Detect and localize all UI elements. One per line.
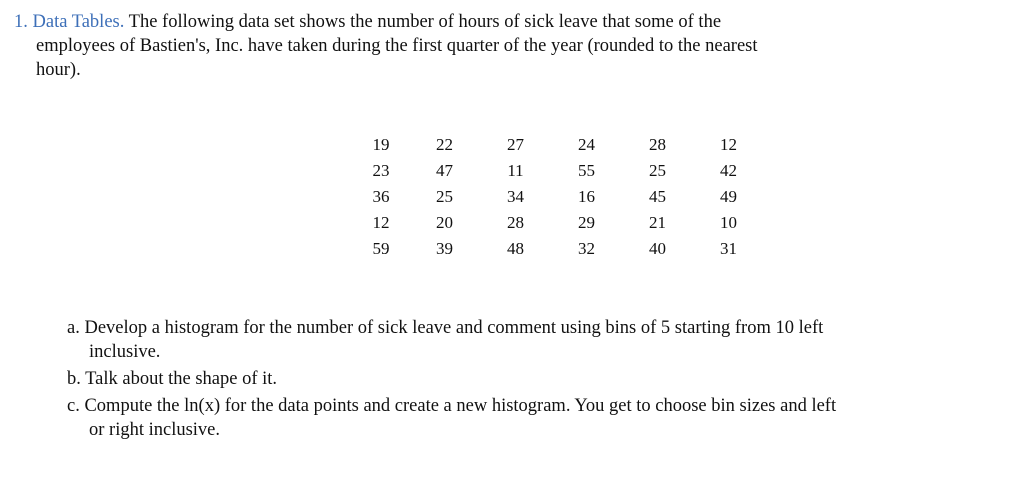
table-cell: 32 (578, 239, 595, 258)
table-cell: 20 (436, 213, 453, 232)
table-cell: 27 (507, 135, 524, 154)
table-cell: 24 (578, 135, 595, 154)
question-c-line-2: or right inclusive. (89, 420, 221, 440)
table-row (353, 210, 764, 236)
table-cell: 10 (720, 213, 737, 232)
table-cell: 48 (507, 239, 524, 258)
table-cell: 21 (649, 213, 666, 232)
problem-line-1 (14, 10, 914, 34)
table-cell: 36 (372, 187, 390, 206)
table-cell: 11 (507, 161, 524, 180)
question-c (67, 394, 967, 442)
table-cell: 29 (578, 213, 595, 232)
question-list (67, 316, 967, 445)
table-row (353, 236, 764, 262)
table-cell: 22 (436, 135, 453, 154)
table-row (353, 158, 764, 184)
table-cell: 40 (649, 239, 666, 258)
table-cell: 28 (507, 213, 524, 232)
table-cell: 49 (720, 187, 737, 206)
problem-number-title: 1. Data Tables. (14, 12, 125, 32)
question-a (67, 316, 967, 364)
table-row (353, 132, 764, 158)
table-cell: 12 (720, 135, 737, 154)
problem-statement (14, 10, 914, 82)
question-b (67, 367, 967, 391)
problem-intro-text-3: hour). (36, 60, 81, 80)
table-cell: 31 (720, 239, 737, 258)
question-a-line-1: a. Develop a histogram for the number of sick leave and comment using bins of 5 starting from 10 left (67, 318, 824, 338)
table-cell: 25 (649, 161, 666, 180)
table-cell: 42 (720, 161, 737, 180)
problem-intro-text-2: employees of Bastien's, Inc. have taken during the first quarter of the year (rounded to the nearest (36, 36, 758, 56)
table-row (353, 184, 764, 210)
table-cell: 28 (649, 135, 666, 154)
table-cell: 47 (436, 161, 453, 180)
table-cell: 12 (372, 213, 390, 232)
question-a-line-2: inclusive. (89, 342, 161, 362)
sick-leave-data-table (353, 132, 764, 262)
table-cell: 59 (372, 239, 390, 258)
table-cell: 55 (578, 161, 595, 180)
table-cell: 16 (578, 187, 595, 206)
question-c-line-1: c. Compute the ln(x) for the data points and create a new histogram. You get to choose bin sizes and left (67, 396, 837, 416)
table-cell: 19 (372, 135, 390, 154)
problem-intro-text-1: The following data set shows the number of hours of sick leave that some of the (128, 12, 722, 32)
table-cell: 23 (372, 161, 390, 180)
table-cell: 39 (436, 239, 453, 258)
question-b-line-1: b. Talk about the shape of it. (67, 369, 278, 389)
table-cell: 34 (507, 187, 524, 206)
table-cell: 25 (436, 187, 453, 206)
table-cell: 45 (649, 187, 666, 206)
